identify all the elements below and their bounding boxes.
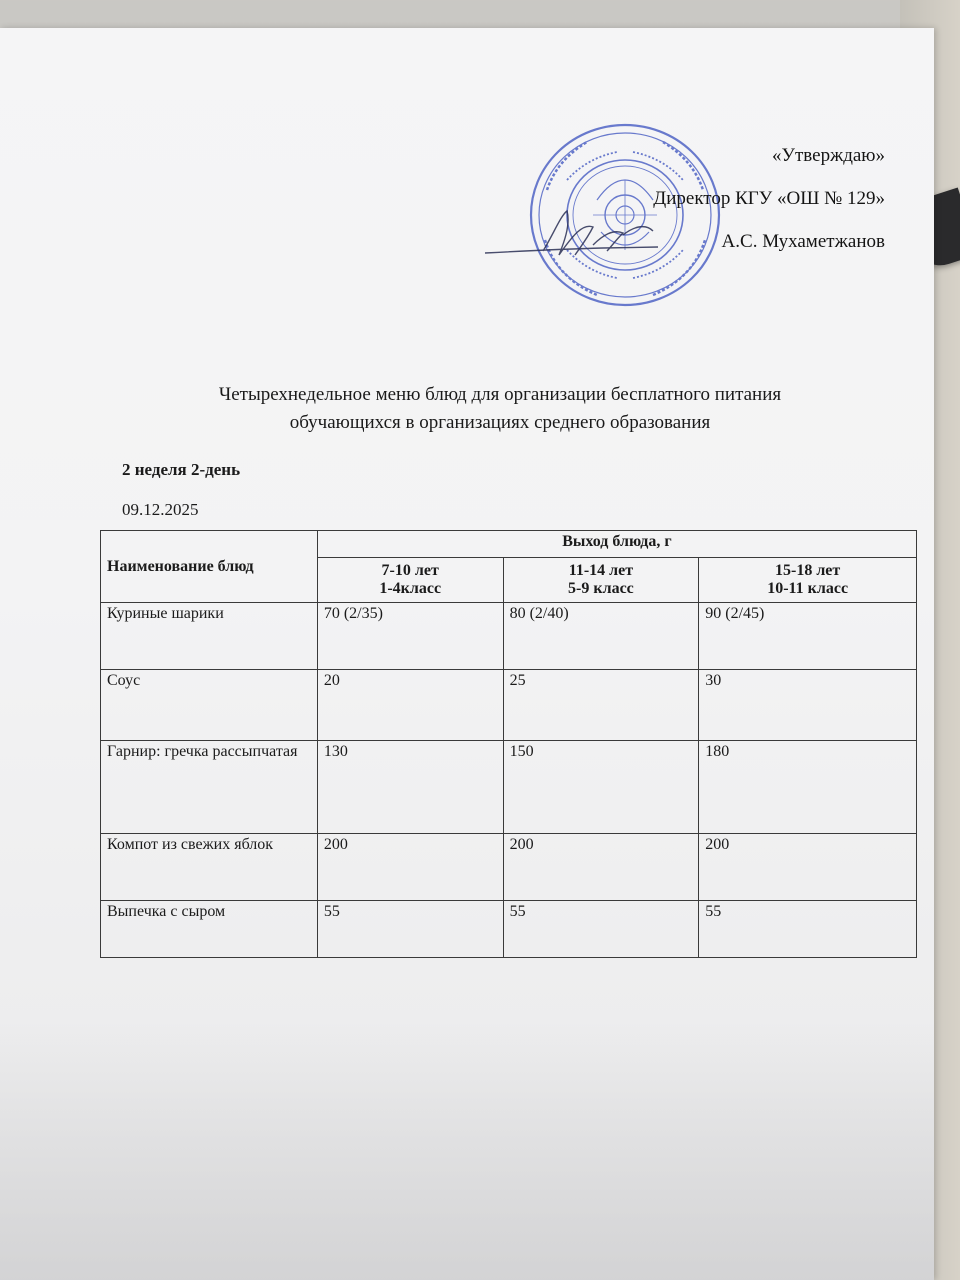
group-grade: 5-9 класс [568,580,634,597]
output-value: 55 [317,901,503,958]
menu-table [100,530,917,958]
output-value: 200 [317,834,503,901]
output-value: 150 [503,741,699,834]
output-value: 55 [503,901,699,958]
menu-date: 09.12.2025 [122,500,199,519]
dish-name: Куриные шарики [101,603,318,670]
output-value: 200 [503,834,699,901]
week-label: 2 неделя 2-день [122,460,241,479]
dish-name: Гарнир: гречка рассыпчатая [101,741,318,834]
group-age: 15-18 лет [775,562,841,579]
header-group-1 [317,558,503,603]
dish-name: Соус [101,670,318,741]
group-age: 11-14 лет [568,562,634,579]
table-row [101,901,917,958]
group-age: 7-10 лет [381,562,439,579]
approval-position: Директор КГУ «ОШ № 129» [653,188,885,209]
table-row [101,670,917,741]
group-grade: 1-4класс [379,580,442,597]
output-value: 70 (2/35) [317,603,503,670]
output-value: 130 [317,741,503,834]
document-title [120,381,880,437]
header-group-2 [503,558,699,603]
header-output: Выход блюда, г [317,531,916,558]
output-value: 20 [317,670,503,741]
output-value: 80 (2/40) [503,603,699,670]
approval-block [653,134,885,263]
output-value: 200 [699,834,917,901]
dish-name: Выпечка с сыром [101,901,318,958]
approval-heading: «Утверждаю» [772,145,885,166]
output-value: 25 [503,670,699,741]
output-value: 180 [699,741,917,834]
group-grade: 10-11 класс [767,580,849,597]
title-line-1: Четырехнедельное меню блюд для организации бесплатного питания [218,384,782,405]
approval-signer: А.С. Мухаметжанов [721,231,885,252]
title-line-2: обучающихся в организациях среднего образования [289,412,711,433]
output-value: 55 [699,901,917,958]
table-row [101,741,917,834]
header-group-3 [699,558,917,603]
table-header-row [101,531,917,558]
header-dish-name: Наименование блюд [101,531,318,603]
table-row [101,834,917,901]
page-shadow [0,1020,934,1280]
table-row [101,603,917,670]
output-value: 90 (2/45) [699,603,917,670]
output-value: 30 [699,670,917,741]
dish-name: Компот из свежих яблок [101,834,318,901]
